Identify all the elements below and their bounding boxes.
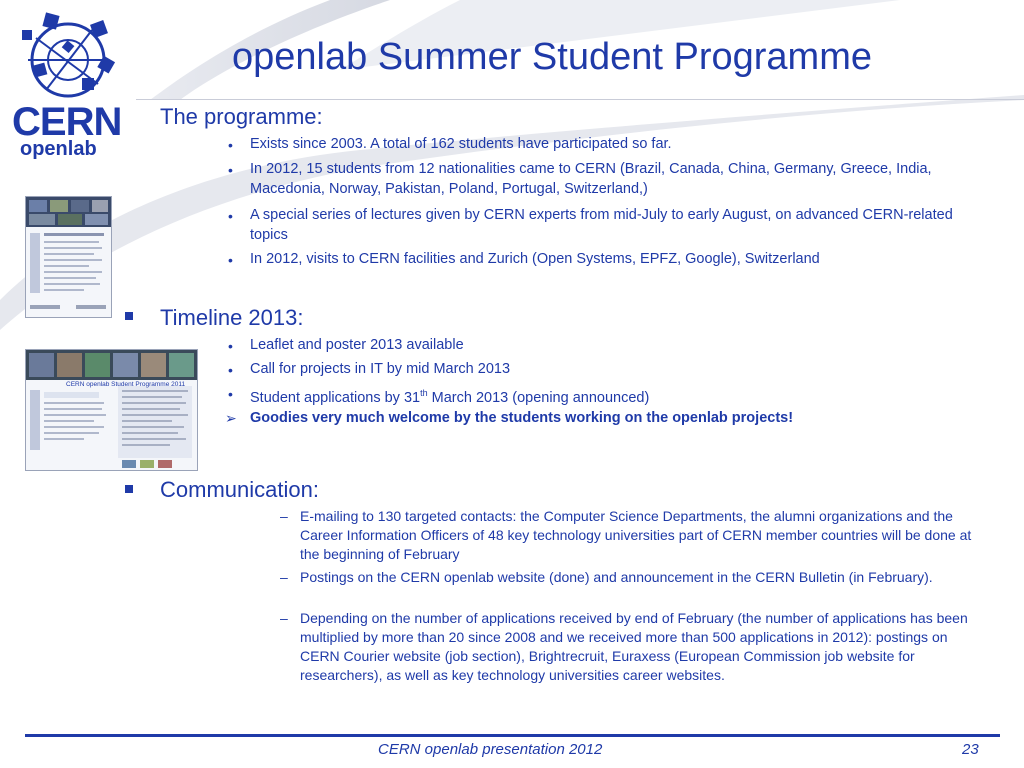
communication-item-1: E-mailing to 130 targeted contacts: the Computer Science Departments, the alumni organizations and the Career Information Officers of 48 key technology universities part of CERN member countries will be done at the beginning of February xyxy=(300,508,972,562)
applications-suffix: March 2013 (opening announced) xyxy=(427,389,650,406)
logo-cern-text: CERN xyxy=(12,100,122,144)
bullet-dot: • xyxy=(228,137,233,153)
bullet-dot: • xyxy=(228,162,233,178)
dash-bullet: – xyxy=(280,508,288,524)
programme-item-3: A special series of lectures given by CERN experts from mid-July to early August, on advanced CERN-related topics xyxy=(250,207,953,243)
section-communication-heading: Communication: xyxy=(160,477,319,502)
poster-heading: CERN openlab Student Programme 2011 xyxy=(66,381,186,388)
section-timeline-heading: Timeline 2013: xyxy=(160,305,304,330)
square-bullet-icon xyxy=(125,485,133,493)
footer-text: CERN openlab presentation 2012 xyxy=(378,741,603,758)
arrow-bullet-icon: ➢ xyxy=(225,410,237,426)
bullet-dot: • xyxy=(228,208,233,224)
communication-item-2: Postings on the CERN openlab website (done) and announcement in the CERN Bulletin (in February). xyxy=(300,569,933,585)
programme-item-1: Exists since 2003. A total of 162 students have participated so far. xyxy=(250,136,672,152)
applications-prefix: Student applications by 31 xyxy=(250,389,421,406)
bullet-dot: • xyxy=(228,362,233,378)
programme-item-2: In 2012, 15 students from 12 nationalities came to CERN (Brazil, Canada, China, Germany, Greece, India, Macedonia, Norway, Pakistan, Poland, Portugal, Switzerland,) xyxy=(250,161,932,197)
page-number: 23 xyxy=(962,741,979,758)
timeline-highlight: Goodies very much welcome by the students working on the openlab projects! xyxy=(250,410,794,426)
communication-item-3: Depending on the number of applications received by end of February (the number of applications has been multiplied by more than 20 since 2008 and we received more than 500 applications in 2012): postings on CERN Courier website (job section), Brightrecruit, Euraxess (European Commission job website for researchers), as well as key technology universities career websites. xyxy=(300,610,968,683)
timeline-item-2: Call for projects in IT by mid March 2013 xyxy=(250,361,511,377)
timeline-item-3 xyxy=(250,383,980,408)
slide-title: openlab Summer Student Programme xyxy=(232,36,872,78)
programme-item-4: In 2012, visits to CERN facilities and Zurich (Open Systems, EPFZ, Google), Switzerland xyxy=(250,251,820,267)
dash-bullet: – xyxy=(280,569,288,585)
bullet-dot: • xyxy=(228,338,233,354)
bullet-dot: • xyxy=(228,252,233,268)
section-programme-heading: The programme: xyxy=(160,104,323,129)
footer-divider xyxy=(25,734,1000,737)
logo-openlab-text: openlab xyxy=(20,138,97,160)
dash-bullet: – xyxy=(280,610,288,626)
applications-sup: th xyxy=(420,388,428,398)
square-bullet-icon xyxy=(125,312,133,320)
bullet-dot: • xyxy=(228,386,233,402)
timeline-item-1: Leaflet and poster 2013 available xyxy=(250,337,464,353)
